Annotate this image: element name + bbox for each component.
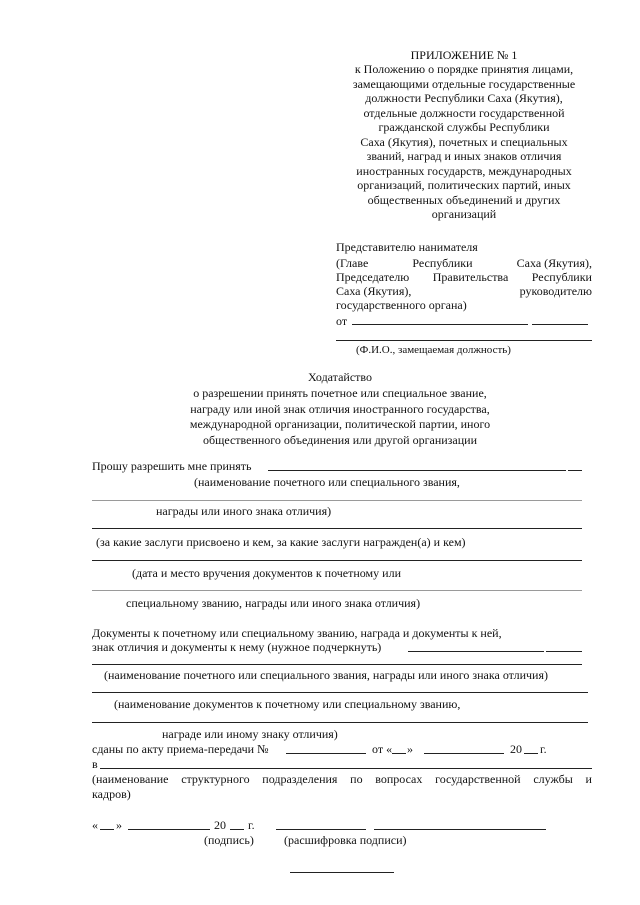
act-label: сданы по акту приема-передачи № (92, 742, 269, 756)
appendix-line: организаций (431, 207, 497, 221)
sign-year-line (230, 829, 244, 830)
appendix-line: иностранных государств, международных (356, 163, 572, 178)
sign-year-prefix: 20 (214, 818, 226, 832)
act-from-close: » (407, 742, 413, 756)
hint-title: (наименование почетного или специального звания, (194, 475, 460, 489)
in-label: в (92, 757, 98, 771)
appendix-line: званий, наград и иных знаков отличия (366, 149, 562, 163)
appendix-line: организаций, политических партий, иных (357, 178, 571, 192)
signature-decode-line (374, 829, 546, 830)
appendix-line: гражданской службы Республики (378, 120, 550, 134)
dept-caption-line-2: кадров) (92, 787, 131, 801)
appendix-line: Саха (Якутия), почетных и специальных (360, 134, 568, 149)
petition-subtitle-line: общественного объединения или другой организации (203, 432, 477, 447)
field-line (92, 664, 582, 665)
addressee-line-3: Председателю Правительства Республики (336, 270, 592, 284)
from-field-line (352, 324, 528, 325)
request-field-line-end (568, 470, 582, 471)
petition-subtitle-line: международной организации, политической партии, иного (189, 417, 491, 431)
act-month-line (424, 753, 504, 754)
act-from: от « (372, 742, 393, 756)
appendix-line: отдельные должности государственной (363, 105, 565, 120)
hint-docs-1: (наименование документов к почетному или специальному званию, (114, 697, 461, 711)
sign-day-line (100, 829, 114, 830)
from-label: от (336, 314, 348, 328)
appendix-line: к Положению о порядке принятия лицами, (354, 62, 574, 76)
field-line (92, 528, 582, 529)
signature-line (276, 829, 366, 830)
caption-decode: (расшифровка подписи) (284, 833, 407, 847)
caption-signature: (подпись) (204, 833, 254, 847)
docs-line-2: знак отличия и документы к нему (нужное подчеркнуть) (92, 640, 382, 654)
hint-docs-2: награде или иному знаку отличия) (162, 727, 338, 741)
dept-field-line (100, 768, 592, 769)
hint-date-1: (дата и место вручения документов к почетному или (132, 566, 401, 580)
appendix-line: замещающими отдельные государственные (352, 76, 576, 91)
addressee-line-1: Представителю нанимателя (336, 240, 478, 254)
addressee-line-5: государственного органа) (336, 298, 467, 312)
dept-caption-line-1: (наименование структурного подразделения по вопросах государственной службы и (92, 772, 592, 786)
petition-subtitle-line: о разрешении принять почетное или специальное звание, (193, 386, 487, 400)
field-line (92, 560, 582, 561)
appendix-title: ПРИЛОЖЕНИЕ № 1 (410, 48, 518, 62)
sign-month-line (128, 829, 210, 830)
from-field-line-2 (532, 324, 588, 325)
addressee-line-2: (Главе Республики Саха (Якутия), (336, 256, 592, 270)
field-line (92, 500, 582, 501)
field-line (92, 590, 582, 591)
addressee-line-4: Саха (Якутия), руководителю (336, 284, 592, 298)
field-line (92, 722, 588, 723)
request-label: Прошу разрешить мне принять (92, 459, 252, 473)
from-field-line-3 (336, 340, 592, 341)
petition-title: Ходатайство (308, 370, 372, 384)
sign-year-suffix: г. (248, 818, 255, 832)
hint-award: награды или иного знака отличия) (156, 504, 332, 518)
hint-name-full: (наименование почетного или специального звания, награды или иного знака отличия) (104, 668, 548, 682)
act-year: 20 (510, 742, 522, 756)
docs-field-line-end (546, 651, 582, 652)
appendix-line: должности Республики Саха (Якутия), (365, 91, 563, 105)
footer-divider (290, 872, 394, 873)
field-line (92, 692, 588, 693)
act-year-line (524, 753, 538, 754)
petition-subtitle-line: награду или иной знак отличия иностранного государства, (190, 401, 490, 416)
hint-merit: (за какие заслуги присвоено и кем, за какие заслуги награжден(а) и кем) (96, 535, 466, 549)
act-day-line (392, 753, 406, 754)
docs-field-line (408, 651, 544, 652)
act-number-line (286, 753, 366, 754)
sign-date-open: « (92, 818, 98, 832)
docs-line-1: Документы к почетному или специальному званию, награда и документы к ней, (92, 626, 502, 640)
hint-date-2: специальному званию, награды или иного знака отличия) (126, 596, 421, 610)
appendix-line: общественных объединений и других (367, 192, 561, 207)
sign-date-close: » (116, 818, 122, 832)
act-year-suffix: г. (540, 742, 547, 756)
from-caption: (Ф.И.О., замещаемая должность) (356, 344, 511, 356)
request-field-line (268, 470, 566, 471)
